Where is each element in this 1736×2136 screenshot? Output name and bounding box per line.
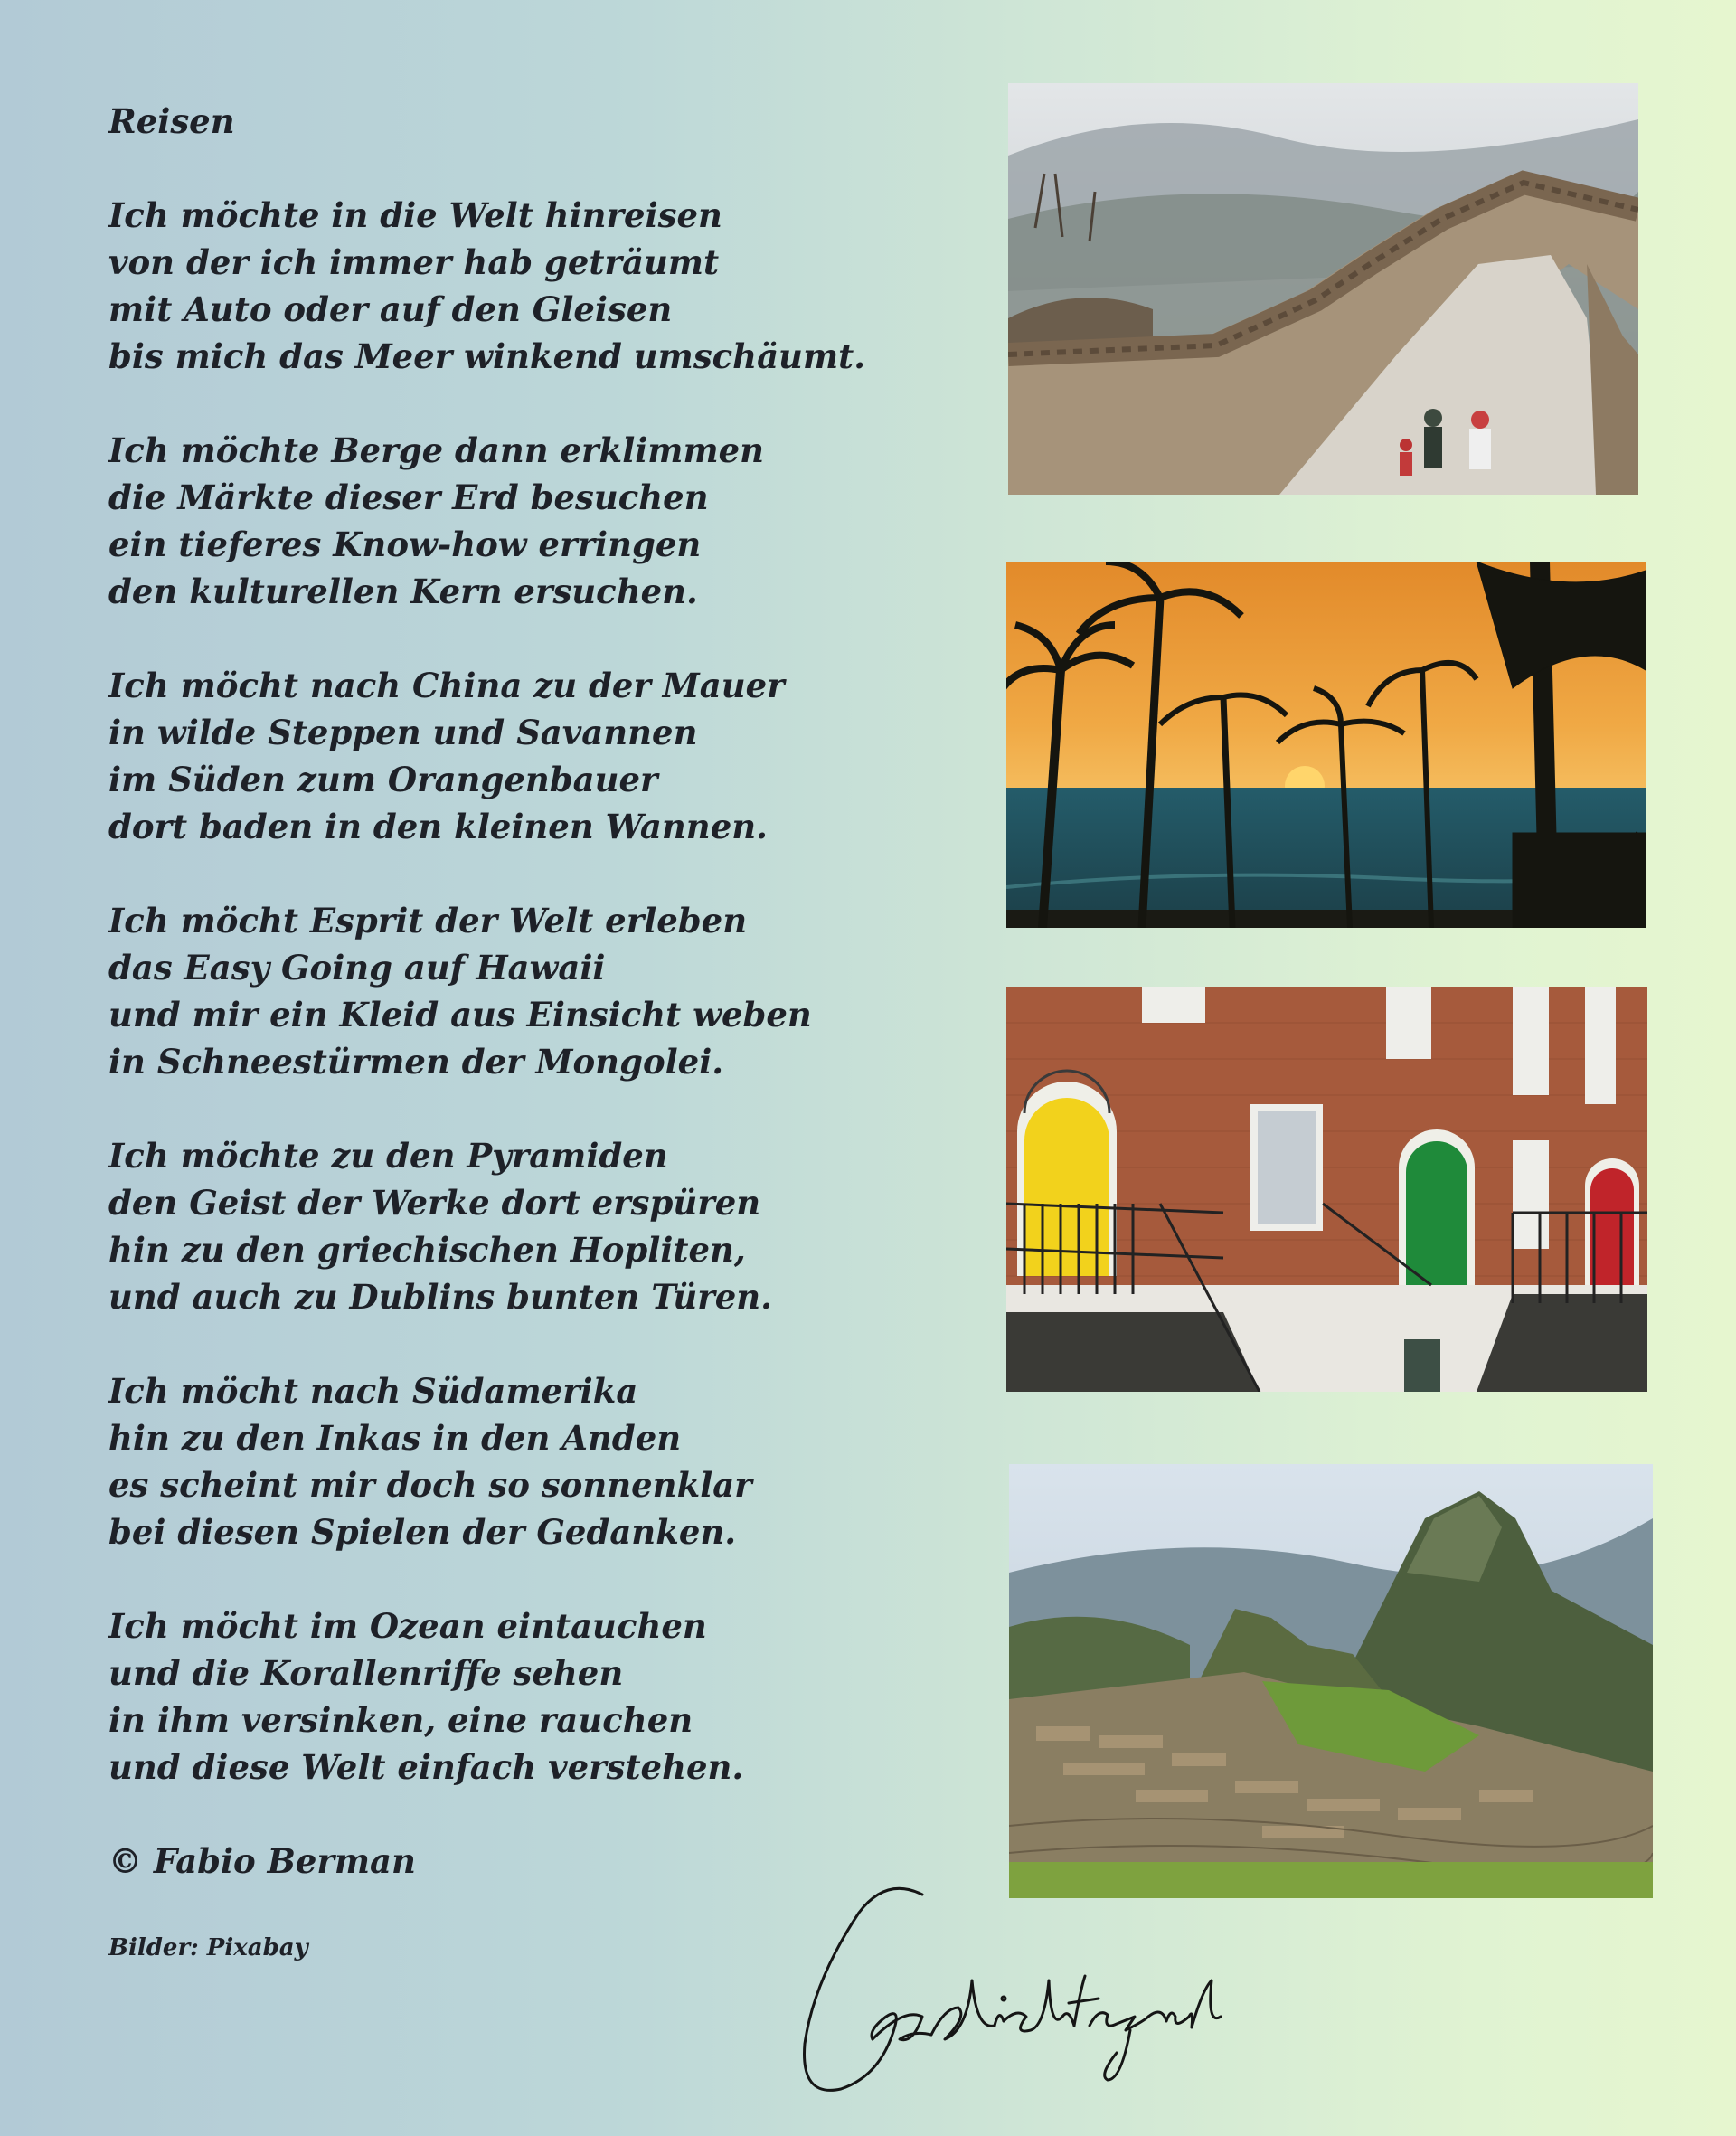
stanza (108, 897, 976, 1085)
verse-line: dort baden in den kleinen Wannen. (108, 807, 769, 846)
verse-line: ein tieferes Know-how erringen (108, 525, 702, 564)
verse-line: und die Korallenriffe sehen (108, 1653, 624, 1693)
verse-line: bis mich das Meer winkend umschäumt. (108, 336, 866, 376)
copyright: © Fabio Berman (108, 1841, 416, 1881)
palm-sunset-photo (1006, 562, 1646, 928)
stanza (108, 192, 976, 380)
verse-line: Ich möchte in die Welt hinreisen (108, 195, 722, 235)
verse-line: Ich möchte zu den Pyramiden (108, 1136, 668, 1176)
verse-line: das Easy Going auf Hawaii (108, 948, 606, 988)
verse-line: Ich möcht Esprit der Welt erleben (108, 901, 748, 940)
verse-line: und mir ein Kleid aus Einsicht weben (108, 995, 812, 1035)
verse-line: hin zu den griechischen Hopliten, (108, 1230, 746, 1270)
stanza (108, 1602, 976, 1791)
verse-line: Ich möchte Berge dann erklimmen (108, 430, 765, 470)
great-wall-photo (1008, 83, 1638, 495)
verse-line: den kulturellen Kern ersuchen. (108, 572, 698, 611)
verse-line: bei diesen Spielen der Gedanken. (108, 1512, 737, 1552)
verse-line: und diese Welt einfach verstehen. (108, 1747, 744, 1787)
verse-line: in ihm versinken, eine rauchen (108, 1700, 693, 1740)
verse-line: Ich möcht nach China zu der Mauer (108, 666, 785, 705)
stanza (108, 1132, 976, 1320)
verse-line: mit Auto oder auf den Gleisen (108, 289, 673, 329)
verse-line: die Märkte dieser Erd besuchen (108, 477, 709, 517)
verse-line: im Süden zum Orangenbauer (108, 760, 658, 799)
verse-line: den Geist der Werke dort erspüren (108, 1183, 761, 1223)
machu-picchu-photo (1009, 1464, 1653, 1898)
verse-line: es scheint mir doch so sonnenklar (108, 1465, 752, 1505)
gedichtezauber-signature-logo (787, 1872, 1239, 2125)
dublin-doors-photo (1006, 987, 1647, 1392)
stanza (108, 427, 976, 615)
stanza (108, 1367, 976, 1555)
poem-title: Reisen (108, 101, 235, 141)
stanza (108, 662, 976, 850)
image-credit: Bilder: Pixabay (108, 1934, 308, 1961)
poem (108, 98, 976, 1966)
verse-line: hin zu den Inkas in den Anden (108, 1418, 682, 1458)
verse-line: Ich möcht im Ozean eintauchen (108, 1606, 707, 1646)
verse-line: und auch zu Dublins bunten Türen. (108, 1277, 773, 1317)
verse-line: in Schneestürmen der Mongolei. (108, 1042, 724, 1082)
verse-line: von der ich immer hab geträumt (108, 242, 720, 282)
verse-line: Ich möcht nach Südamerika (108, 1371, 638, 1411)
verse-line: in wilde Steppen und Savannen (108, 713, 698, 752)
